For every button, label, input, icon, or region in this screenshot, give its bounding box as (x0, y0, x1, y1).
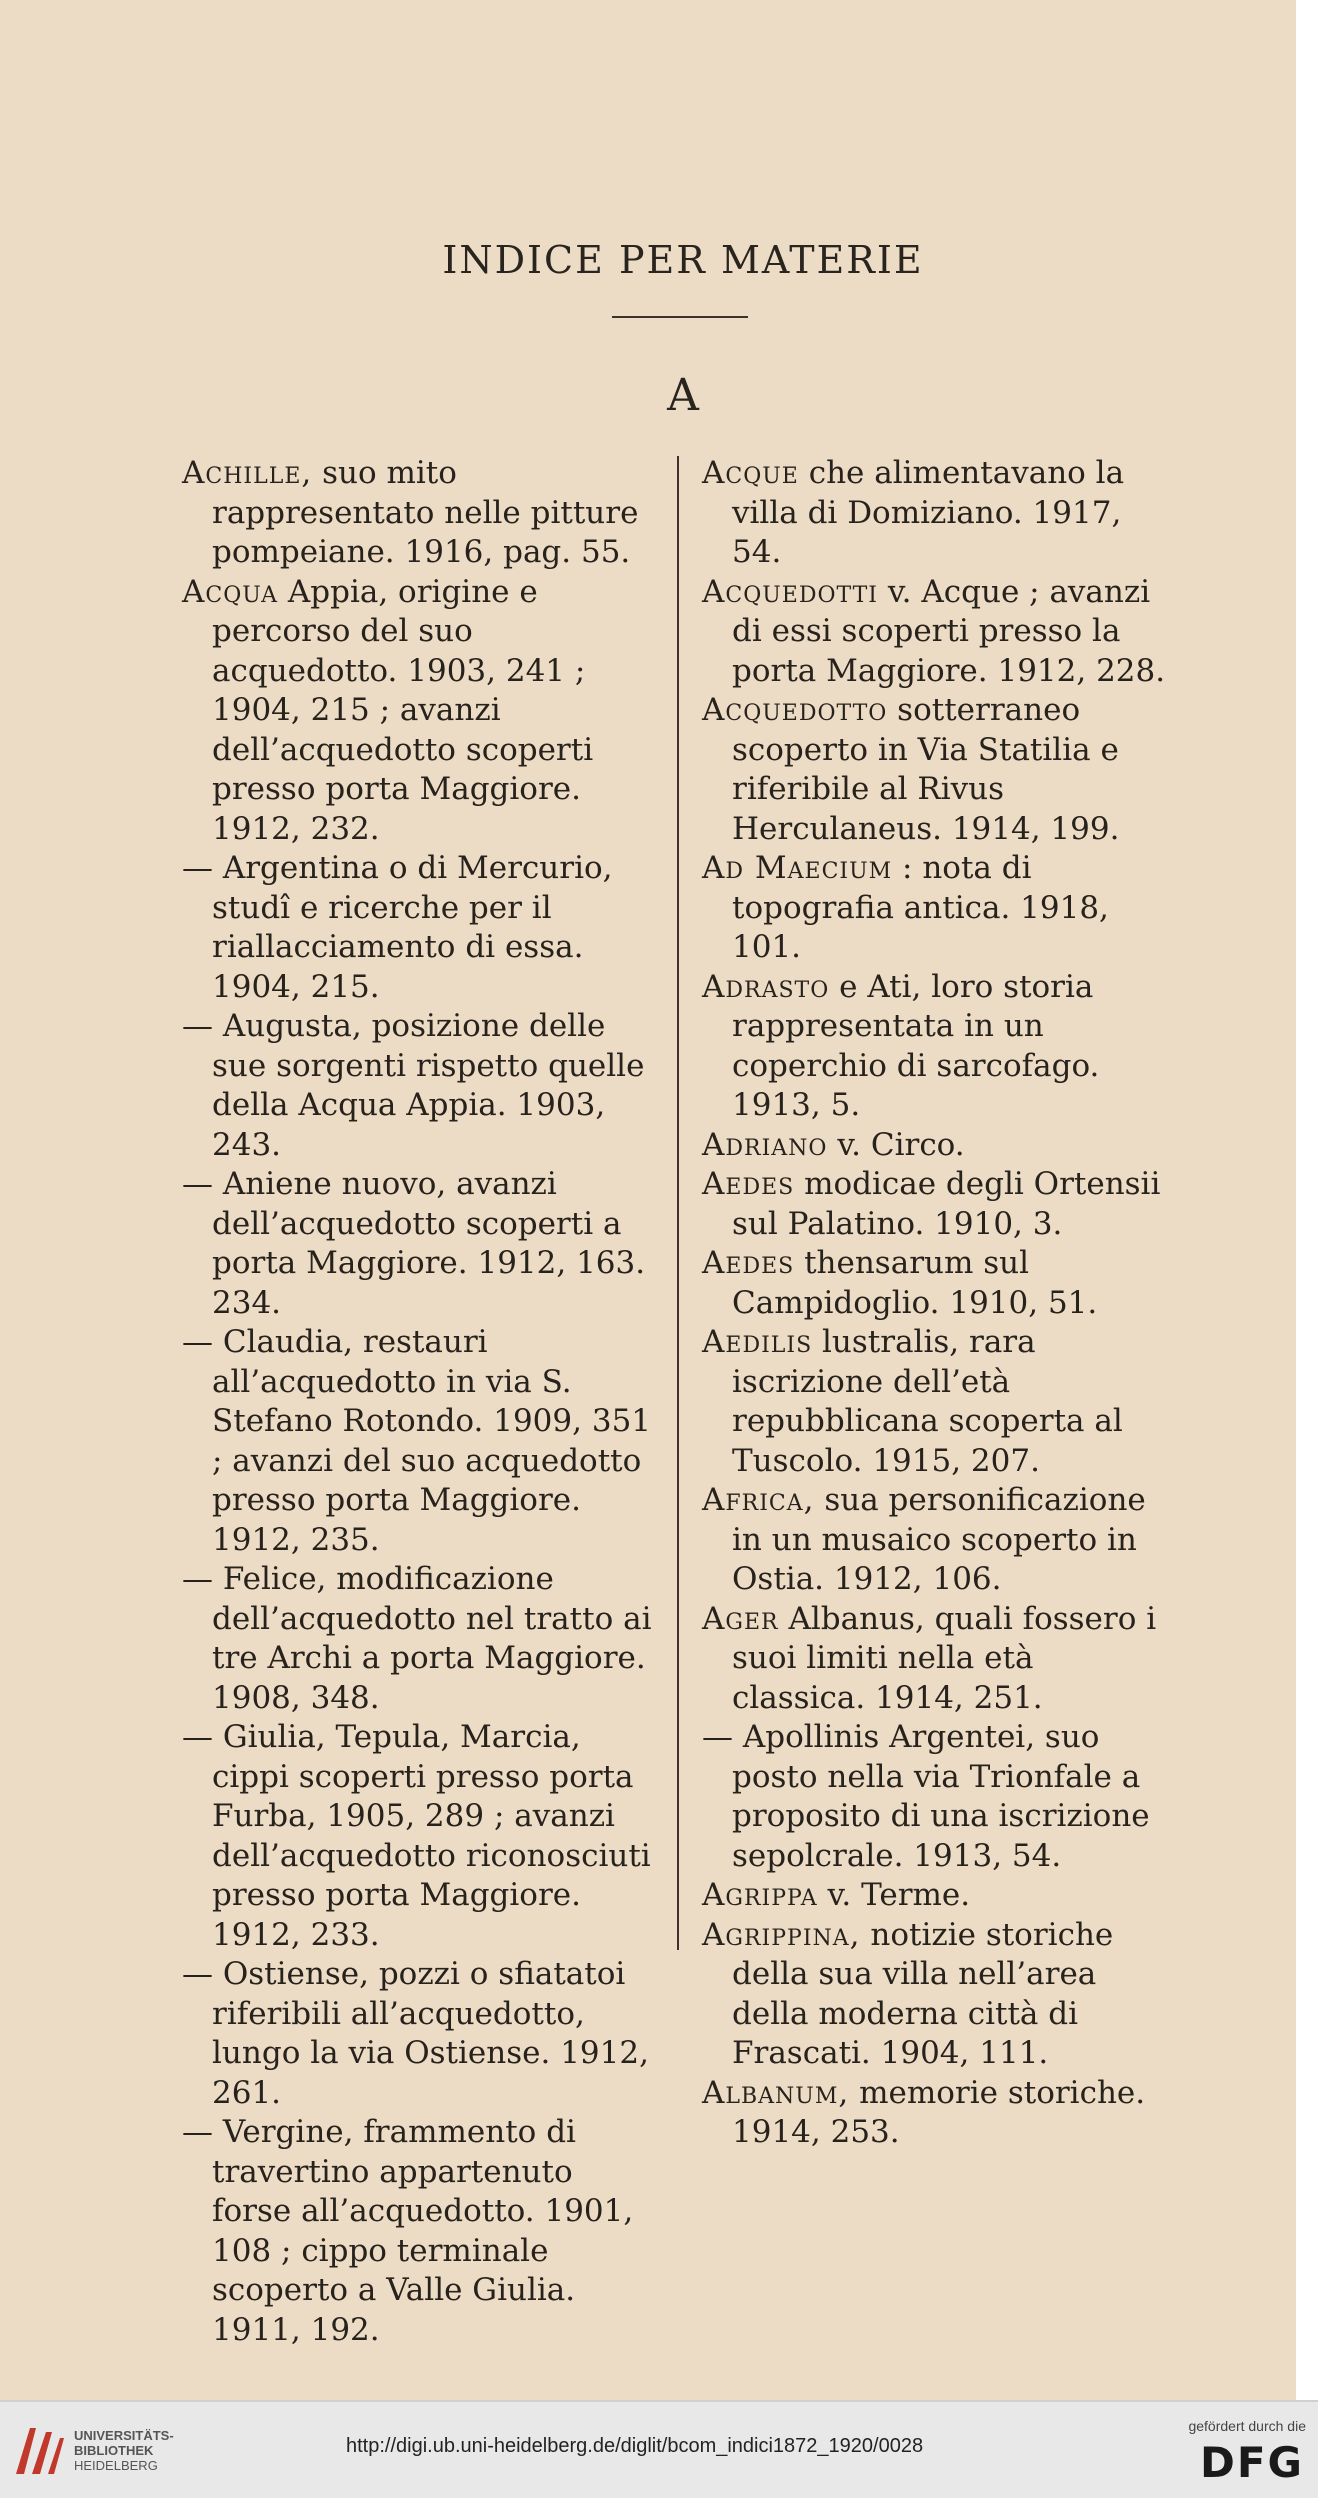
index-entry (702, 1165, 1172, 1244)
title-rule (612, 316, 748, 318)
index-entry (182, 573, 652, 850)
index-entry-head: Acque (702, 455, 799, 491)
index-entry-head: Albanum, (702, 2074, 850, 2111)
index-entry-text: — Giulia, Tepula, Marcia, cippi scoperti presso porta Furba, 1905, 289 ; avanzi dell’acquedotto riconosciuti presso porta Maggiore. 1912, 233. (182, 1719, 651, 1953)
index-entry-text: notizie storiche della sua villa nell’area della moderna città di Frascati. 1904, 111. (732, 1916, 1114, 2071)
index-entry-head: Achille, (182, 455, 313, 491)
index-entry (702, 1126, 1172, 1166)
page-margin (1296, 0, 1318, 2400)
index-entry-text: modicae degli Ortensii sul Palatino. 1910, 3. (732, 1166, 1161, 1242)
index-entry (702, 1876, 1172, 1916)
index-entry-head: Agrippina, (702, 1916, 861, 1953)
index-entry (702, 1244, 1172, 1323)
index-entry-text: — Aniene nuovo, avanzi dell’acquedotto scoperti a porta Maggiore. 1912, 163. 234. (182, 1166, 646, 1321)
index-entry-head: Acquedotti (702, 573, 878, 610)
column-divider (677, 456, 679, 1950)
index-entry-text: — Claudia, restauri all’acquedotto in via S. Stefano Rotondo. 1909, 351 ; avanzi del suo acquedotto presso porta Maggiore. 1912, 235. (182, 1324, 652, 1558)
index-entry-text: v. Terme. (817, 1877, 971, 1913)
index-entry (702, 2074, 1172, 2153)
index-entry (182, 1560, 652, 1718)
index-entry (702, 454, 1172, 573)
index-entry-text: v. Circo. (827, 1126, 965, 1163)
index-entry (702, 691, 1172, 849)
index-entry-text: — Augusta, posizione delle sue sorgenti rispetto quelle della Acqua Appia. 1903, 243. (182, 1008, 645, 1163)
index-entry-text: lustralis, rara iscrizione dell’età repubblicana scoperta al Tuscolo. 1915, 207. (732, 1324, 1123, 1479)
index-entry-text: — Apollinis Argentei, suo posto nella via Trionfale a proposito di una iscrizione sepolcrale. 1913, 54. (702, 1719, 1150, 1874)
index-entry-text: — Felice, modificazione dell’acquedotto nel tratto ai tre Archi a porta Maggiore. 1908, 348. (182, 1561, 652, 1716)
index-entry (182, 1165, 652, 1323)
footer-bar (0, 2400, 1318, 2498)
source-url-link[interactable]: http://digi.ub.uni-heidelberg.de/diglit/bcom_indici1872_1920/0028 (346, 2435, 924, 2457)
index-entry (182, 1007, 652, 1165)
index-entry (702, 968, 1172, 1126)
index-entry-head: Ager (702, 1600, 779, 1637)
index-entry-head: Adriano (702, 1126, 828, 1163)
index-entry-text: sotterraneo scoperto in Via Statilia e riferibile al Rivus Herculaneus. 1914, 199. (732, 692, 1120, 847)
index-entry-head: Aedes (702, 1245, 795, 1281)
index-entry (182, 2113, 652, 2350)
index-entry-head: Aedes (702, 1166, 795, 1202)
index-entry-head: Agrippa (702, 1877, 818, 1913)
library-name (74, 2428, 174, 2473)
library-name-line2: BIBLIOTHEK (74, 2443, 154, 2458)
index-entry (182, 849, 652, 1007)
index-entry (702, 1916, 1172, 2074)
index-entry-text: : nota di topografia antica. 1918, 101. (732, 850, 1109, 965)
library-name-line3: HEIDELBERG (74, 2458, 158, 2473)
index-column-left (182, 454, 652, 2350)
index-entry-head: Africa, (702, 1482, 815, 1518)
index-entry-text: — Vergine, frammento di travertino appartenuto forse all’acquedotto. 1901, 108 ; cippo terminale scoperto a Valle Giulia. 1911, 192. (182, 2114, 634, 2348)
index-column-right (702, 454, 1172, 2153)
index-entry (182, 454, 652, 573)
index-entry-text: — Argentina o di Mercurio, studî e ricerche per il riallacciamento di essa. 1904, 215. (182, 850, 613, 1005)
index-entry-text: — Ostiense, pozzi o sfiatatoi riferibili all’acquedotto, lungo la via Ostiense. 1912, 261. (182, 1956, 649, 2111)
index-entry (702, 1323, 1172, 1481)
university-library-logo-icon (12, 2422, 66, 2480)
index-entry (702, 1600, 1172, 1719)
index-entry-text: thensarum sul Campidoglio. 1910, 51. (732, 1245, 1098, 1321)
index-entry (702, 573, 1172, 692)
index-entry-text: suo mito rappresentato nelle pitture pompeiane. 1916, pag. 55. (212, 455, 639, 570)
library-name-line1: UNIVERSITÄTS- (74, 2428, 174, 2443)
index-entry (702, 1481, 1172, 1600)
index-entry-head: Acqua (182, 573, 279, 610)
index-entry-text: Albanus, quali fossero i suoi limiti nella età classica. 1914, 251. (732, 1600, 1157, 1716)
index-entry-text: e Ati, loro storia rappresentata in un coperchio di sarcofago. 1913, 5. (732, 968, 1100, 1123)
index-entry-head: Adrasto (702, 968, 830, 1005)
index-entry-text: v. Acque ; avanzi di essi scoperti presso la porta Maggiore. 1912, 228. (732, 573, 1166, 689)
section-letter: A (667, 370, 699, 421)
index-entry-head: Aedilis (702, 1324, 813, 1360)
index-entry-head: Acquedotto (702, 692, 888, 728)
index-entry (702, 849, 1172, 968)
funding-caption: gefördert durch die (1188, 2418, 1306, 2434)
index-entry-text: Appia, origine e percorso del suo acquedotto. 1903, 241 ; 1904, 215 ; avanzi dell’acquedotto scoperti presso porta Maggiore. 1912, 232. (212, 573, 594, 847)
index-entry (182, 1955, 652, 2113)
index-entry-text: sua personificazione in un musaico scoperto in Ostia. 1912, 106. (732, 1482, 1146, 1597)
index-entry-head: Ad Maecium (702, 850, 893, 886)
page-title: INDICE PER MATERIE (442, 238, 924, 282)
index-entry (182, 1718, 652, 1955)
index-entry-text: memorie storiche. 1914, 253. (732, 2074, 1146, 2150)
index-entry-text: che alimentavano la villa di Domiziano. 1917, 54. (732, 455, 1125, 570)
index-entry (182, 1323, 652, 1560)
index-entry (702, 1718, 1172, 1876)
dfg-logo: DFG (1199, 2438, 1304, 2487)
